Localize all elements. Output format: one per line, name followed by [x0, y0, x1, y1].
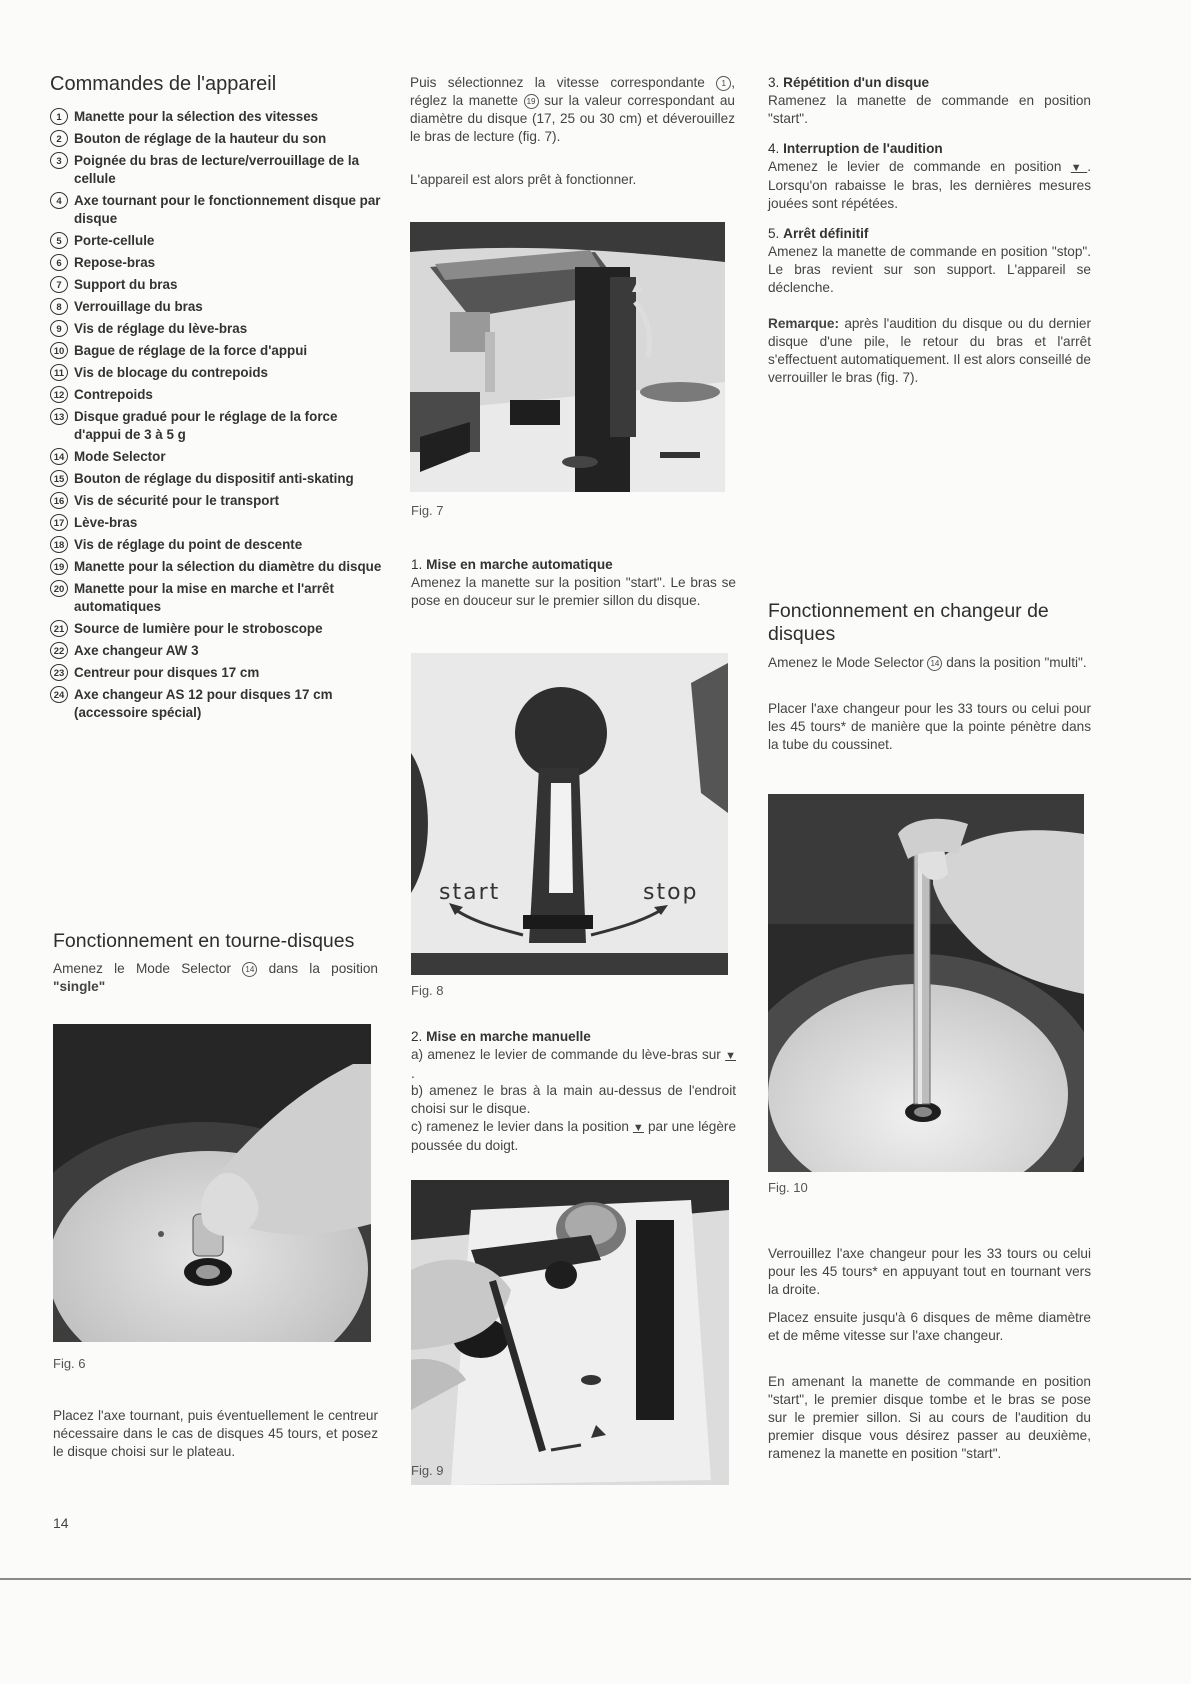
command-item	[50, 108, 385, 126]
step2-heading: Mise en marche manuelle	[426, 1029, 591, 1044]
step3-text: Ramenez la manette de commande en position "start".	[768, 93, 1091, 126]
number-circle-icon: 20	[50, 580, 68, 597]
stack-paragraph: Placez ensuite jusqu'à 6 disques de même diamètre et de même vitesse sur l'axe changeur.	[768, 1310, 1091, 1343]
step4-text-a: Amenez le levier de commande en position	[768, 159, 1062, 174]
number-circle-icon: 16	[50, 492, 68, 509]
step2-text-c	[411, 1118, 736, 1155]
number-circle-icon: 14	[50, 448, 68, 465]
changer-text-2: Placer l'axe changeur pour les 33 tours ou celui pour les 45 tours* de manière que la pointe pénètre dans la tube du coussinet.	[768, 701, 1091, 752]
intro-text-b: , réglez la manette	[410, 75, 735, 108]
command-item	[50, 254, 385, 272]
fig8-photo	[411, 653, 728, 975]
command-item	[50, 620, 385, 638]
number-circle-icon: 7	[50, 276, 68, 293]
fig7-photo	[410, 222, 725, 492]
fig10-photo	[768, 794, 1084, 1172]
command-item-label: Manette pour la sélection des vitesses	[74, 109, 319, 124]
number-circle-icon: 4	[50, 192, 68, 209]
step2-a-text: a) amenez le levier de commande du lève-bras sur	[411, 1047, 721, 1062]
lever-down-icon: ▼	[1070, 162, 1088, 174]
ref-14-icon: 14	[242, 962, 257, 977]
ref-19-icon: 19	[524, 94, 539, 109]
step2-title	[411, 1028, 591, 1046]
command-item-label: Porte-cellule	[74, 233, 155, 248]
command-item	[50, 364, 385, 382]
command-item	[50, 448, 385, 466]
step1-number: 1.	[411, 557, 423, 572]
command-item	[50, 152, 385, 188]
command-item-label: Bouton de réglage du dispositif anti-skating	[74, 471, 354, 486]
number-circle-icon: 23	[50, 664, 68, 681]
step5-number: 5.	[768, 226, 780, 241]
command-item	[50, 386, 385, 404]
fig8-start-stop-illustration	[411, 653, 728, 975]
intro-paragraph	[410, 74, 735, 146]
number-circle-icon: 8	[50, 298, 68, 315]
lever-down-icon: ▼	[725, 1050, 736, 1062]
lever-down-icon: ▼	[632, 1122, 644, 1134]
command-item	[50, 536, 385, 554]
step4-text: Amenez le levier de commande en position ▼. Lorsqu'on rabaisse le bras, les dernières mesures jouées sont répétées.	[768, 159, 1092, 211]
step2-number: 2.	[411, 1029, 423, 1044]
number-circle-icon: 24	[50, 686, 68, 703]
step1-title	[411, 556, 613, 574]
fig8-caption: Fig. 8	[411, 983, 444, 998]
command-item	[50, 232, 385, 250]
step3-number: 3.	[768, 75, 780, 90]
command-item-label: Vis de réglage du lève-bras	[74, 321, 248, 336]
command-item	[50, 470, 385, 488]
command-item	[50, 192, 385, 228]
step4-heading: Interruption de l'audition	[783, 141, 943, 156]
command-item-label: Verrouillage du bras	[74, 299, 203, 314]
command-item	[50, 276, 385, 294]
command-item-label: Vis de sécurité pour le transport	[74, 493, 280, 508]
command-item	[50, 664, 385, 682]
number-circle-icon: 19	[50, 558, 68, 575]
step4-text-b: Lorsqu'on rabaisse le bras, les dernières mesures jouées sont répétées.	[768, 178, 1091, 211]
remark-paragraph	[768, 315, 1091, 387]
command-item-label: Mode Selector	[74, 449, 166, 464]
commands-heading: Commandes de l'appareil	[50, 73, 277, 95]
single-text-b: dans la position	[268, 961, 378, 976]
command-item-label: Manette pour la sélection du diamètre du disque	[74, 559, 382, 574]
number-circle-icon: 3	[50, 152, 68, 169]
ref-14-icon: 14	[927, 656, 942, 671]
fig6-photo	[53, 1024, 371, 1342]
intro-text-a: Puis sélectionnez la vitesse correspondante	[410, 75, 705, 90]
command-item-label: Vis de réglage du point de descente	[74, 537, 303, 552]
step3-heading: Répétition d'un disque	[783, 75, 930, 90]
command-item-label: Bouton de réglage de la hauteur du son	[74, 131, 327, 146]
command-item-label: Vis de blocage du contrepoids	[74, 365, 268, 380]
fig6-turntable-illustration	[53, 1024, 371, 1342]
command-item	[50, 298, 385, 316]
number-circle-icon: 15	[50, 470, 68, 487]
fig9-manual-illustration	[411, 1180, 729, 1485]
number-circle-icon: 13	[50, 408, 68, 425]
step1-heading: Mise en marche automatique	[426, 557, 613, 572]
step2-c-text-a: c) ramenez le levier dans la position	[411, 1119, 629, 1134]
fig7-arm-lock-illustration	[410, 222, 725, 492]
step4-number: 4.	[768, 141, 780, 156]
number-circle-icon: 1	[50, 108, 68, 125]
command-item	[50, 408, 385, 444]
command-item-label: Source de lumière pour le stroboscope	[74, 621, 323, 636]
ready-text: L'appareil est alors prêt à fonctionner.	[410, 172, 637, 187]
step5-text: Amenez la manette de commande en position "stop". Le bras revient sur son support. L'appareil se déclenche.	[768, 244, 1091, 295]
fig6-paragraph: Placez l'axe tournant, puis éventuellement le centreur nécessaire dans le cas de disques 45 tours, et posez le disque choisi sur le plateau.	[53, 1408, 378, 1459]
command-item	[50, 580, 385, 616]
commands-list	[50, 108, 385, 726]
lock-paragraph: Verrouillez l'axe changeur pour les 33 tours ou celui pour les 45 tours* en appuyant tout en tournant vers la droite.	[768, 1246, 1091, 1297]
step2-c-text-b: par une légère poussée du doigt.	[411, 1119, 737, 1153]
fig10-changer-spindle-illustration	[768, 794, 1084, 1172]
number-circle-icon: 17	[50, 514, 68, 531]
command-item-label: Centreur pour disques 17 cm	[74, 665, 260, 680]
command-item-label: Bague de réglage de la force d'appui	[74, 343, 308, 358]
command-item-label: Manette pour la mise en marche et l'arrêt automatiques	[74, 581, 334, 614]
number-circle-icon: 9	[50, 320, 68, 337]
intro-text-c: sur la valeur correspondant au diamètre du disque (17, 25 ou 30 cm) et déverouillez le bras de lecture (fig. 7).	[410, 93, 735, 144]
page-number: 14	[53, 1515, 69, 1531]
number-circle-icon: 10	[50, 342, 68, 359]
command-item-label: Poignée du bras de lecture/verrouillage de la cellule	[74, 153, 360, 186]
step5-title	[768, 225, 868, 243]
command-item-label: Repose-bras	[74, 255, 156, 270]
fig10-caption: Fig. 10	[768, 1180, 808, 1195]
fig9-photo	[411, 1180, 729, 1485]
step2-text-a: a) amenez le levier de commande du lève-bras sur ▼ .	[411, 1047, 736, 1081]
changer-text-1	[768, 654, 1091, 672]
number-circle-icon: 22	[50, 642, 68, 659]
single-mode-value: "single"	[53, 979, 106, 994]
command-item-label: Support du bras	[74, 277, 178, 292]
number-circle-icon: 21	[50, 620, 68, 637]
step1-text: Amenez la manette sur la position "start". Le bras se pose en douceur sur le premier sillon du disque.	[411, 575, 736, 608]
changer-text-b: dans la position "multi".	[946, 655, 1087, 670]
remark-label: Remarque:	[768, 316, 840, 331]
page-bottom-edge	[0, 1578, 1191, 1580]
command-item-label: Contrepoids	[74, 387, 153, 402]
fig8-stop-label: stop	[643, 880, 699, 905]
fig8-start-label: start	[439, 880, 501, 905]
single-text-a: Amenez le Mode Selector	[53, 961, 232, 976]
command-item	[50, 492, 385, 510]
command-item	[50, 130, 385, 148]
step4-title	[768, 140, 943, 158]
command-item-label: Axe changeur AS 12 pour disques 17 cm (accessoire spécial)	[74, 687, 333, 720]
step5-heading: Arrêt définitif	[783, 226, 869, 241]
number-circle-icon: 6	[50, 254, 68, 271]
step3-title	[768, 74, 929, 92]
number-circle-icon: 12	[50, 386, 68, 403]
changer-text-a: Amenez le Mode Selector	[768, 655, 924, 670]
changer-mode-heading: Fonctionnement en changeur de disques	[768, 600, 1049, 645]
command-item	[50, 686, 385, 722]
single-mode-text	[53, 960, 378, 996]
command-item-label: Disque gradué pour le réglage de la force d'appui de 3 à 5 g	[74, 409, 338, 442]
number-circle-icon: 11	[50, 364, 68, 381]
command-item-label: Lève-bras	[74, 515, 138, 530]
command-item	[50, 320, 385, 338]
command-item	[50, 514, 385, 532]
command-item	[50, 342, 385, 360]
number-circle-icon: 18	[50, 536, 68, 553]
command-item-label: Axe tournant pour le fonctionnement disque par disque	[74, 193, 381, 226]
single-mode-heading: Fonctionnement en tourne-disques	[53, 930, 355, 952]
ref-1-icon: 1	[716, 76, 731, 91]
step2-text-b: b) amenez le bras à la main au-dessus de l'endroit choisi sur le disque.	[411, 1083, 736, 1116]
remark-text: après l'audition du disque ou du dernier disque d'une pile, le retour du bras et l'arrêt s'effectuent automatiquement. Il est alors conseillé de verrouiller le bras (fig. 7).	[768, 316, 1091, 385]
fig9-caption: Fig. 9	[411, 1463, 444, 1478]
command-item-label: Axe changeur AW 3	[74, 643, 199, 658]
start-paragraph: En amenant la manette de commande en position "start", le premier disque tombe et le bras se pose sur le premier sillon. Si au cours de l'audition du premier disque vous désirez passer au deuxième, ramenez la manette en position "start".	[768, 1374, 1091, 1461]
number-circle-icon: 2	[50, 130, 68, 147]
fig6-caption: Fig. 6	[53, 1356, 86, 1371]
command-item	[50, 642, 385, 660]
number-circle-icon: 5	[50, 232, 68, 249]
command-item	[50, 558, 385, 576]
fig7-caption: Fig. 7	[411, 503, 444, 518]
